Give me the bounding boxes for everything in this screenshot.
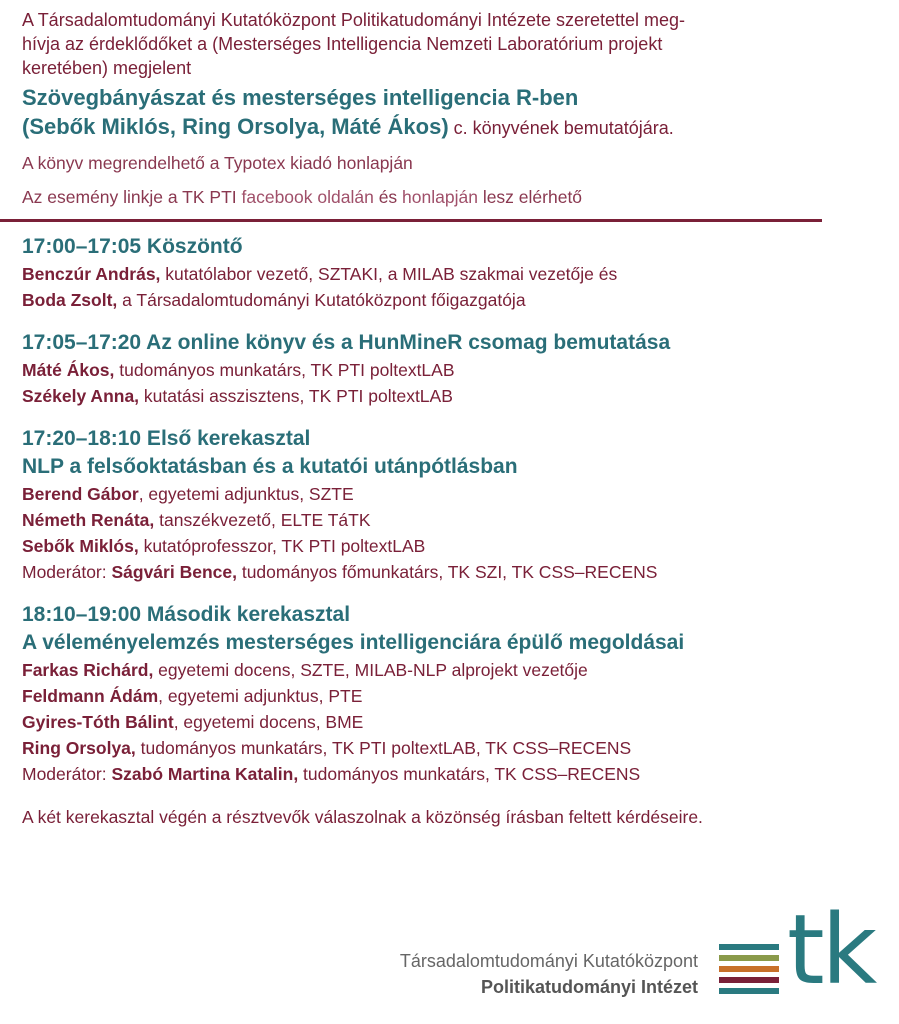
footer [300, 894, 890, 1010]
speaker-role: kutatási asszisztens, TK PTI poltextLAB [139, 386, 453, 406]
event-suffix: lesz elérhető [477, 187, 583, 207]
speaker-role: tudományos munkatárs, TK PTI poltextLAB [114, 360, 455, 380]
intro-line: A Társadalomtudományi Kutatóközpont Politikatudományi Intézete szeretettel meg- [22, 10, 686, 30]
logo-stripe [719, 977, 779, 983]
section-heading: 17:05–17:20 Az online könyv és a HunMineR csomag bemutatása [22, 331, 671, 354]
event-prefix: Az esemény linkje a TK PTI [22, 187, 242, 207]
speaker-role: a Társadalomtudományi Kutatóközpont főigazgatója [117, 290, 526, 310]
event-and: és [373, 187, 403, 207]
speaker-name: Benczúr András, [22, 264, 161, 284]
speaker-name: Boda Zsolt, [22, 290, 118, 310]
section-heading: 18:10–19:00 Második kerekasztal [22, 603, 351, 626]
moderator-label: Moderátor: [22, 562, 112, 582]
logo-stripe [719, 944, 779, 950]
speaker [22, 507, 872, 533]
speaker-role: tudományos munkatárs, TK PTI poltextLAB, TK CSS–RECENS [135, 738, 632, 758]
speaker-name: Ring Orsolya, [22, 738, 136, 758]
invitation [22, 8, 872, 829]
institution-name [400, 948, 698, 1000]
section-heading: 17:20–18:10 Első kerekasztal [22, 427, 311, 450]
event-link-line [22, 185, 872, 209]
logo-stripe [719, 955, 779, 961]
speaker-role: kutatólabor vezető, SZTAKI, a MILAB szakmai vezetője és [160, 264, 618, 284]
moderator-role: tudományos főmunkatárs, TK SZI, TK CSS–RECENS [236, 562, 658, 582]
closing-note: A két kerekasztal végén a résztvevők válaszolnak a közönség írásban feltett kérdéseire. [22, 807, 703, 827]
speaker [22, 735, 872, 761]
speaker-name: Feldmann Ádám [22, 686, 159, 706]
speaker [22, 287, 872, 313]
moderator-name: Szabó Martina Katalin, [111, 764, 299, 784]
facebook-link[interactable]: facebook oldalán [241, 187, 374, 207]
intro-text [22, 8, 872, 80]
logo-stripes [719, 944, 779, 999]
order-line: A könyv megrendelhető a Typotex kiadó honlapján [22, 153, 413, 173]
book-title-line: Szövegbányászat és mesterséges intelligencia R-ben [22, 85, 579, 110]
speaker-name: Máté Ákos, [22, 360, 115, 380]
moderator [22, 559, 872, 585]
speaker-name: Sebők Miklós, [22, 536, 139, 556]
speaker-name: Berend Gábor [22, 484, 139, 504]
intro-line: keretében) megjelent [22, 58, 192, 78]
logo-stripe [719, 966, 779, 972]
section-subheading: A véleményelemzés mesterséges intelligenciára épülő megoldásai [22, 631, 685, 654]
speaker-role: , egyetemi adjunktus, SZTE [138, 484, 354, 504]
program-section [22, 425, 872, 585]
program-section [22, 233, 872, 313]
speaker [22, 657, 872, 683]
speaker [22, 383, 872, 409]
speaker-role: , egyetemi adjunktus, PTE [158, 686, 363, 706]
section-subheading: NLP a felsőoktatásban és a kutatói utánpótlásban [22, 455, 518, 478]
speaker-role: egyetemi docens, SZTE, MILAB-NLP alprojekt vezetője [153, 660, 588, 680]
institute-line: Politikatudományi Intézet [480, 977, 698, 997]
book-title [22, 83, 872, 143]
speaker-name: Gyires-Tóth Bálint [22, 712, 174, 732]
speaker-role: tanszékvezető, ELTE TáTK [154, 510, 371, 530]
tk-logo: tk [787, 894, 875, 1006]
speaker [22, 261, 872, 287]
speaker [22, 357, 872, 383]
speaker-name: Farkas Richárd, [22, 660, 154, 680]
section-heading: 17:00–17:05 Köszöntő [22, 235, 243, 258]
speaker [22, 683, 872, 709]
divider [0, 219, 822, 222]
moderator-name: Ságvári Bence, [111, 562, 237, 582]
program-section [22, 601, 872, 787]
speaker [22, 533, 872, 559]
moderator-label: Moderátor: [22, 764, 112, 784]
speaker-name: Németh Renáta, [22, 510, 155, 530]
speaker [22, 709, 872, 735]
institution-line: Társadalomtudományi Kutatóközpont [399, 951, 698, 971]
intro-line: hívja az érdeklődőket a (Mesterséges Intelligencia Nemzeti Laboratórium projekt [22, 34, 663, 54]
book-authors: (Sebők Miklós, Ring Orsolya, Máté Ákos) [22, 114, 449, 139]
speaker-role: kutatóprofesszor, TK PTI poltextLAB [138, 536, 426, 556]
speaker-role: , egyetemi docens, BME [173, 712, 364, 732]
moderator-role: tudományos munkatárs, TK CSS–RECENS [298, 764, 641, 784]
speaker [22, 481, 872, 507]
logo-stripe [719, 988, 779, 994]
speaker-name: Székely Anna, [22, 386, 140, 406]
program-section [22, 329, 872, 409]
moderator [22, 761, 872, 787]
homepage-link[interactable]: honlapján [402, 187, 478, 207]
book-title-suffix: c. könyvének bemutatójára. [448, 118, 674, 138]
